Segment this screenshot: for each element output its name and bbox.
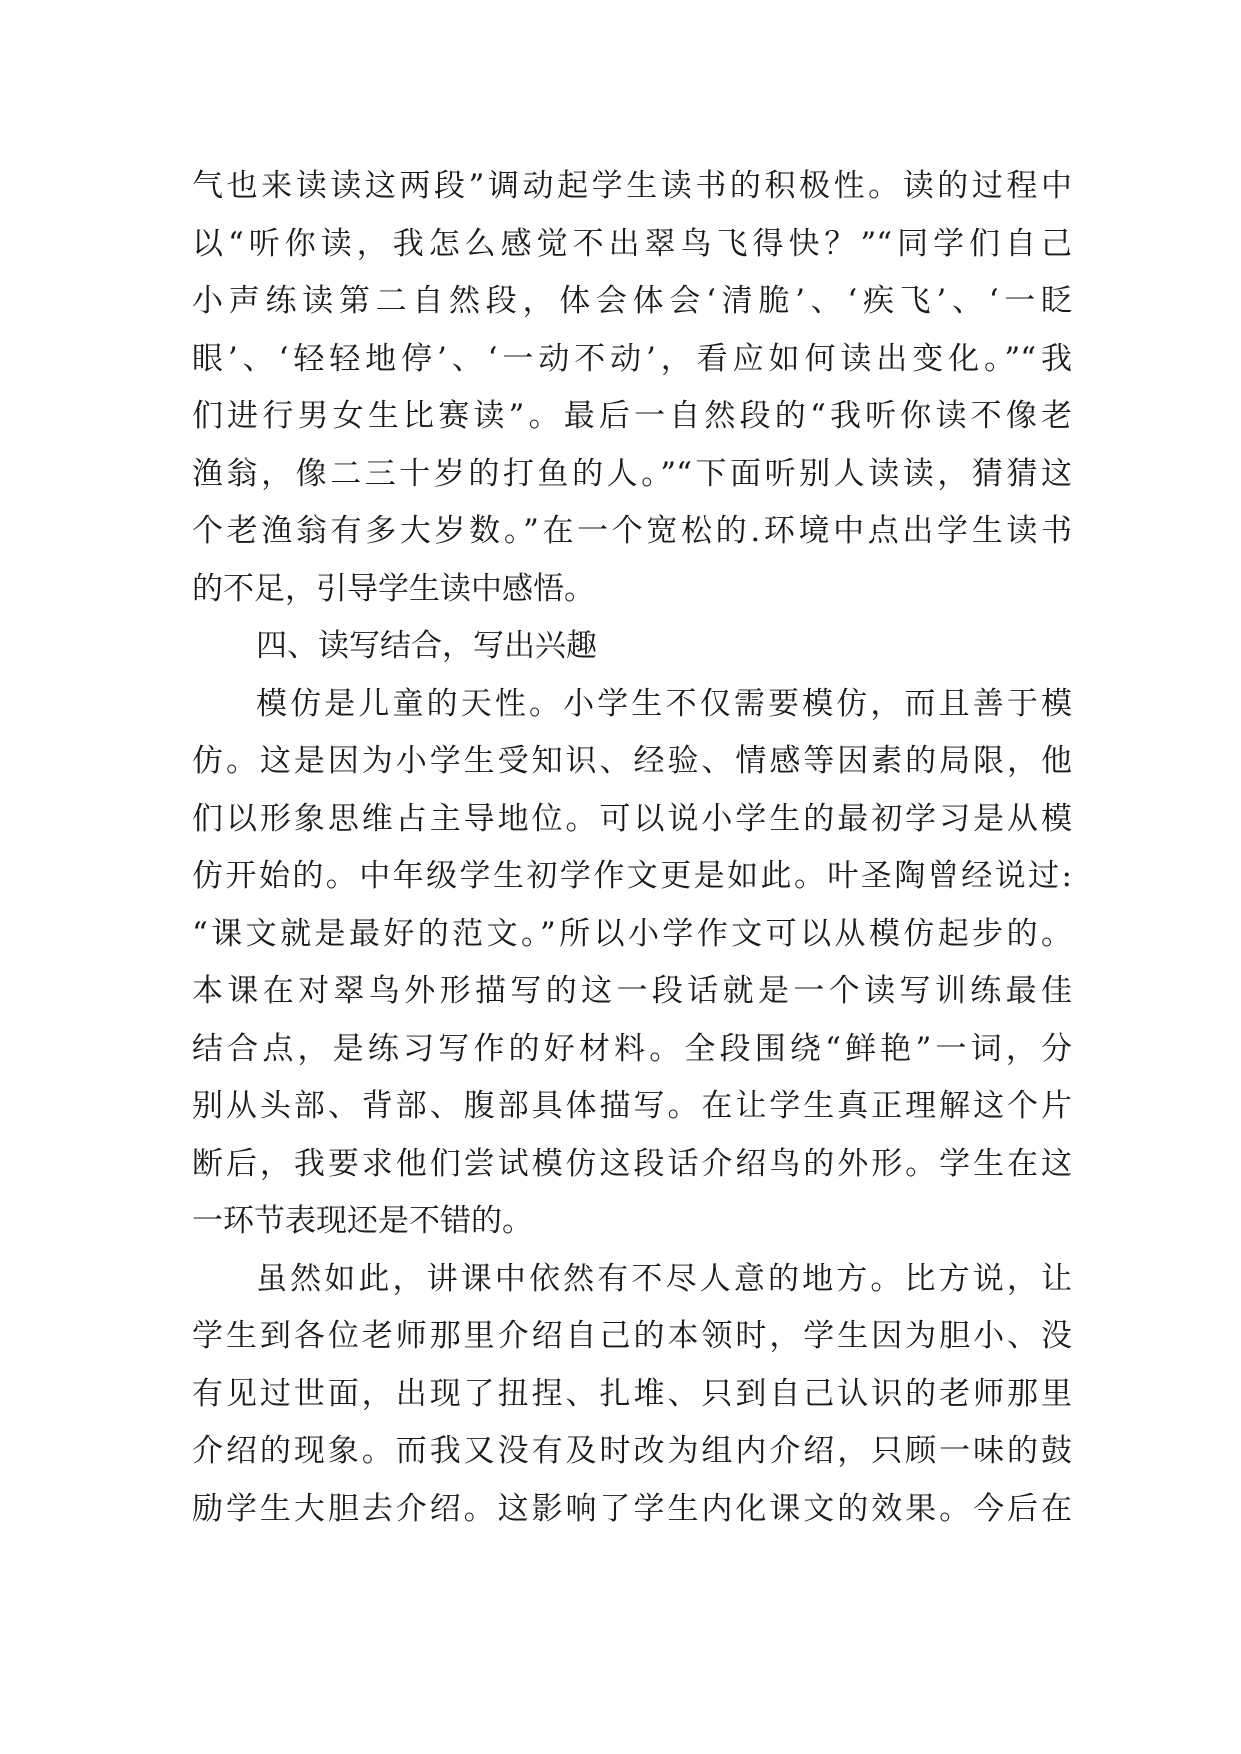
text-line: 的不足，引导学生读中感悟。 — [192, 570, 595, 607]
text-line: 结合点，是练习写作的好材料。全段围绕“鲜艳”一词，分 — [192, 1030, 1072, 1067]
text-line: 一环节表现还是不错的。 — [192, 1203, 533, 1239]
text-line: 渔翁，像二三十岁的打鱼的人。”“下面听别人读读，猜猜这 — [192, 455, 1072, 492]
text-line: 以“听你读，我怎么感觉不出翠鸟飞得快？”“同学们自己 — [192, 225, 1072, 262]
text-line: 小声练读第二自然段，体会体会‘清脆’、‘疾飞’、‘一眨 — [192, 283, 1072, 319]
text-line: 别从头部、背部、腹部具体描写。在让学生真正理解这个片 — [192, 1088, 1072, 1124]
text-line: 断后，我要求他们尝试模仿这段话介绍鸟的外形。学生在这 — [192, 1145, 1072, 1182]
text-line: 眼’、‘轻轻地停’、‘一动不动’，看应如何读出变化。”“我 — [192, 340, 1072, 377]
text-line: 们进行男女生比赛读”。最后一自然段的“我听你读不像老 — [192, 398, 1072, 434]
text-line: 仿。这是因为小学生受知识、经验、情感等因素的局限，他 — [192, 743, 1072, 779]
text-line: 虽然如此，讲课中依然有不尽人意的地方。比方说，让 — [256, 1260, 1072, 1297]
text-line: 个老渔翁有多大岁数。”在一个宽松的.环境中点出学生读书 — [192, 513, 1072, 549]
text-line: 模仿是儿童的天性。小学生不仅需要模仿，而且善于模 — [256, 685, 1072, 722]
body-text — [192, 158, 1072, 1538]
text-line: 有见过世面，出现了扭捏、扎堆、只到自己认识的老师那里 — [192, 1375, 1072, 1412]
text-line: 励学生大胆去介绍。这影响了学生内化课文的效果。今后在 — [192, 1490, 1072, 1527]
text-line: 们以形象思维占主导地位。可以说小学生的最初学习是从模 — [192, 800, 1072, 837]
text-line: 仿开始的。中年级学生初学作文更是如此。叶圣陶曾经说过: — [192, 858, 1072, 894]
text-line: 学生到各位老师那里介绍自己的本领时，学生因为胆小、没 — [192, 1318, 1072, 1354]
text-line: 本课在对翠鸟外形描写的这一段话就是一个读写训练最佳 — [192, 973, 1072, 1009]
text-line: 气也来读读这两段”调动起学生读书的积极性。读的过程中 — [192, 168, 1072, 204]
text-line: 介绍的现象。而我又没有及时改为组内介绍，只顾一味的鼓 — [192, 1433, 1072, 1469]
text-line: “课文就是最好的范文。”所以小学作文可以从模仿起步的。 — [192, 915, 1072, 952]
section-heading: 四、读写结合，写出兴趣 — [256, 628, 597, 664]
